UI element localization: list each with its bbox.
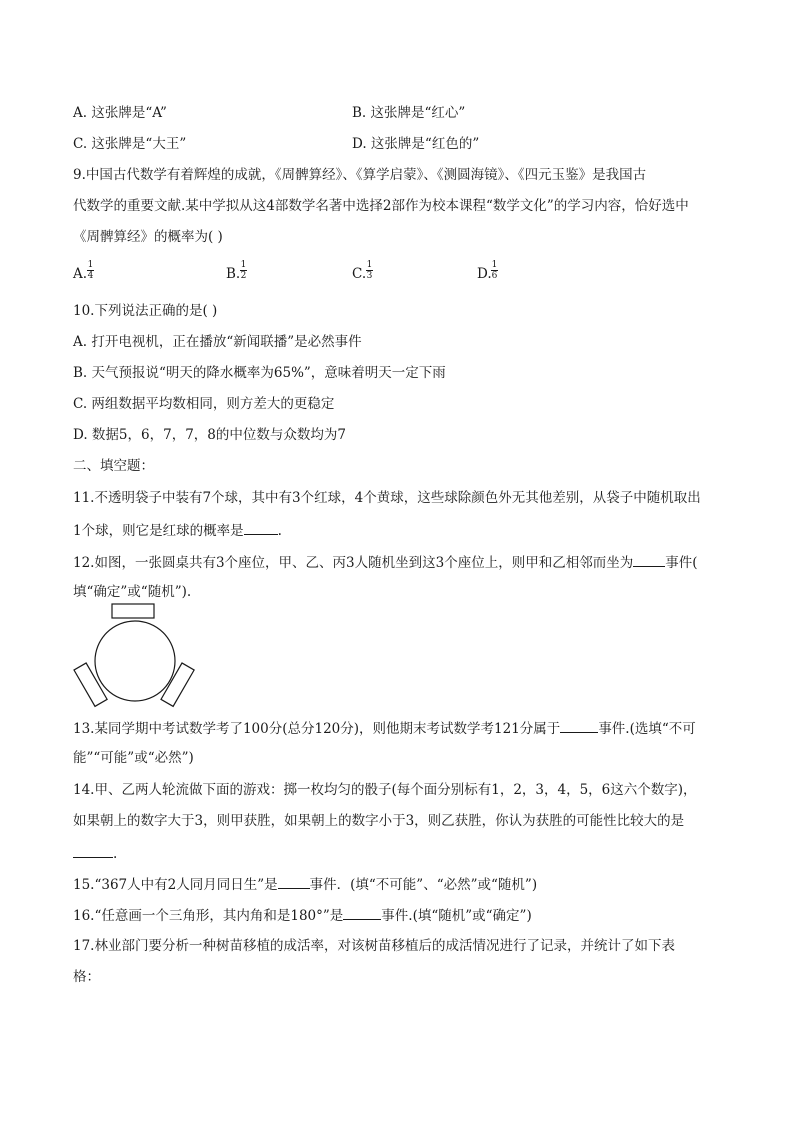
- q12-text-end: 事件(: [665, 555, 698, 571]
- q16-stem: [73, 905, 532, 925]
- fraction-numerator: 1: [366, 260, 373, 270]
- q8-option-a: A. 这张牌是“A”: [73, 105, 167, 121]
- q10-option-d: D. 数据5，6，7，7，8的中位数与众数均为7: [73, 427, 346, 443]
- q11-end: .: [277, 523, 282, 539]
- q17-stem-line1: 17.林业部门要分析一种树苗移植的成活率，对该树苗移植后的成活情况进行了记录，并统计了如下表: [73, 938, 675, 954]
- q10-option-a: A. 打开电视机，正在播放“新闻联播”是必然事件: [73, 334, 362, 350]
- fraction-numerator: 1: [240, 260, 247, 270]
- q11-text: 1个球，则它是红球的概率是: [73, 523, 244, 539]
- fraction-denominator: 2: [240, 271, 247, 281]
- answer-blank[interactable]: [633, 552, 665, 567]
- q8-option-d: D. 这张牌是“红色的”: [352, 136, 480, 152]
- round-table-diagram: [70, 602, 200, 712]
- q8-option-c: C. 这张牌是“大王”: [73, 136, 187, 152]
- q8-option-b: B. 这张牌是“红心”: [352, 105, 466, 121]
- q13-stem-line2: 能”“可能”或“必然”): [73, 750, 194, 766]
- table-circle: [95, 621, 175, 701]
- answer-blank[interactable]: [560, 718, 598, 733]
- q10-option-c: C. 两组数据平均数相同，则方差大的更稳定: [73, 396, 335, 412]
- q13-text-end: 事件.(选填“不可: [598, 721, 696, 737]
- q9-option-d-label: D.: [477, 266, 492, 282]
- q9-stem-line3: 《周髀算经》的概率为( ): [73, 229, 223, 245]
- q16-text-end: 事件.(填“随机”或“确定”): [381, 908, 532, 924]
- q13-text: 13.某同学期中考试数学考了100分(总分120分)，则他期末考试数学考121分属于: [73, 721, 561, 737]
- q9-option-c-fraction: [366, 260, 373, 281]
- seat-right: [161, 663, 194, 706]
- q15-text: 15.“367人中有2人同月同日生”是: [73, 877, 278, 893]
- answer-blank[interactable]: [73, 843, 113, 858]
- q9-option-a-fraction: [87, 260, 94, 281]
- q9-option-b-fraction: [240, 260, 247, 281]
- q9-option-d-fraction: [491, 260, 498, 281]
- q14-stem-line3: [73, 843, 117, 863]
- q9-option-a-label: A.: [73, 266, 88, 282]
- q17-stem-line2: 格：: [73, 969, 100, 985]
- fraction-denominator: 6: [491, 271, 498, 281]
- q11-stem-line1: 11.不透明袋子中装有7个球，其中有3个红球，4个黄球，这些球除颜色外无其他差别，从袋子中随机取出: [73, 490, 701, 506]
- q15-stem: [73, 874, 537, 894]
- q12-stem-line2: 填“确定”或“随机”).: [73, 584, 192, 600]
- q9-option-b-label: B.: [226, 266, 241, 282]
- seat-top: [112, 604, 154, 618]
- q10-option-b: B. 天气预报说“明天的降水概率为65%”，意味着明天一定下雨: [73, 365, 446, 381]
- section-heading-fill-in: 二、填空题：: [73, 458, 154, 474]
- fraction-numerator: 1: [87, 260, 94, 270]
- q14-stem-line2: 如果朝上的数字大于3，则甲获胜，如果朝上的数字小于3，则乙获胜，你认为获胜的可能性比较大的是: [73, 813, 685, 829]
- q14-end: .: [113, 846, 118, 862]
- fraction-numerator: 1: [491, 260, 498, 270]
- fraction-denominator: 3: [366, 271, 373, 281]
- q9-option-c-label: C.: [352, 266, 367, 282]
- q14-stem-line1: 14.甲、乙两人轮流做下面的游戏：掷一枚均匀的骰子(每个面分别标有1，2，3，4，5，6这六个数字)，: [73, 782, 697, 798]
- answer-blank[interactable]: [244, 520, 278, 535]
- q11-stem-line2: [73, 520, 282, 540]
- q13-stem-line1: [73, 718, 696, 738]
- q16-text: 16.“任意画一个三角形，其内角和是180°”是: [73, 908, 344, 924]
- fraction-denominator: 4: [87, 271, 94, 281]
- answer-blank[interactable]: [343, 905, 381, 920]
- q10-stem: 10.下列说法正确的是( ): [73, 303, 218, 319]
- q12-text: 12.如图，一张圆桌共有3个座位，甲、乙、丙3人随机坐到这3个座位上，则甲和乙相邻而坐为: [73, 555, 634, 571]
- q9-stem-line2: 代数学的重要文献.某中学拟从这4部数学名著中选择2部作为校本课程“数学文化”的学习内容，恰好选中: [73, 198, 689, 214]
- q15-text-end: 事件．(填“不可能”、“必然”或“随机”): [309, 877, 538, 893]
- q12-stem-line1: [73, 552, 698, 572]
- answer-blank[interactable]: [278, 874, 310, 889]
- q9-stem-line1: 9.中国古代数学有着辉煌的成就，《周髀算经》、《算学启蒙》、《测圆海镜》、《四元玉鉴》是我国古: [73, 167, 647, 183]
